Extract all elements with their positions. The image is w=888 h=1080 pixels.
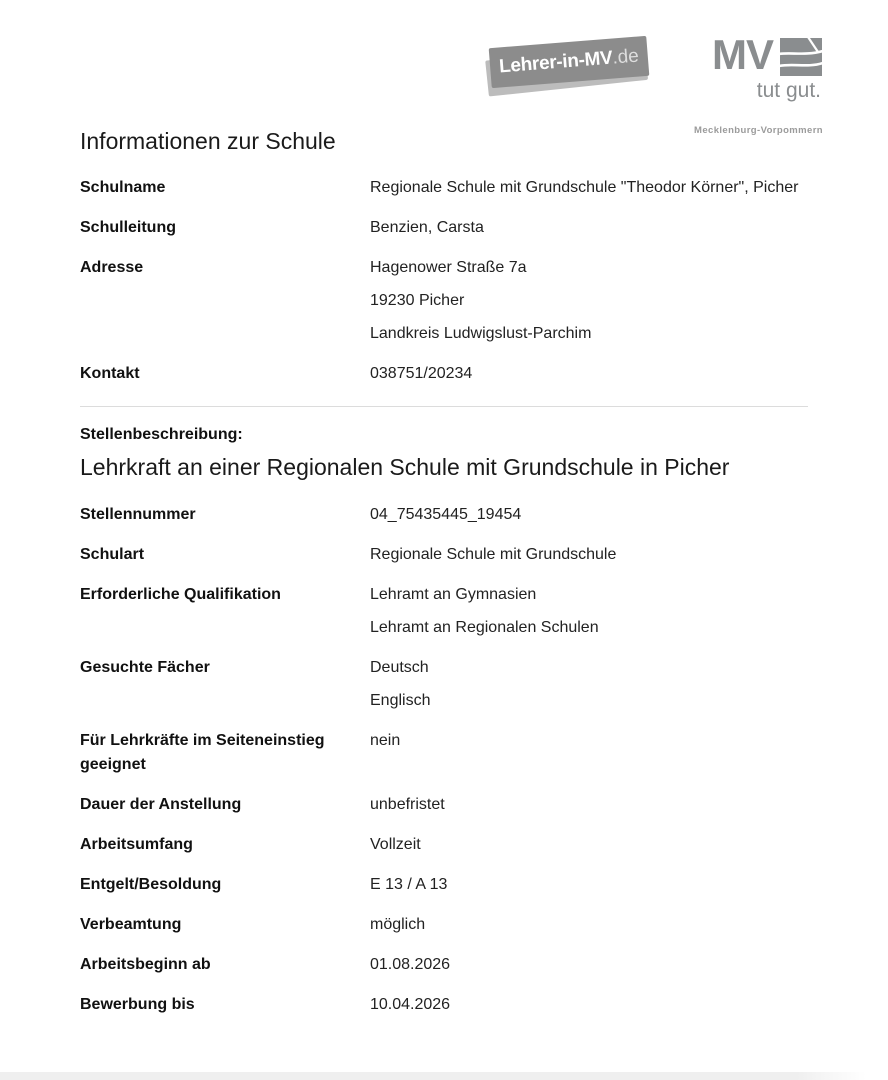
job-info-rows bbox=[80, 503, 808, 1017]
row-value: 038751/20234 bbox=[370, 365, 473, 382]
info-row bbox=[80, 729, 808, 777]
row-label: Entgelt/Besoldung bbox=[80, 876, 222, 893]
row-values bbox=[370, 873, 808, 897]
row-label: Erforderliche Qualifikation bbox=[80, 586, 281, 603]
job-title-heading: Lehrkraft an einer Regionalen Schule mit Grundschule in Picher bbox=[80, 454, 730, 480]
row-values bbox=[370, 833, 808, 857]
school-section-heading: Informationen zur Schule bbox=[80, 128, 336, 154]
row-value: Englisch bbox=[370, 692, 431, 709]
row-label: Dauer der Anstellung bbox=[80, 796, 242, 813]
row-value: Vollzeit bbox=[370, 836, 421, 853]
row-label: Für Lehrkräfte im Seiteneinstieg geeignet bbox=[80, 732, 325, 773]
row-values bbox=[370, 953, 808, 977]
row-value: Hagenower Straße 7a bbox=[370, 259, 527, 276]
page-footer-bar bbox=[0, 1072, 866, 1080]
info-row bbox=[80, 503, 808, 527]
mv-letters: MV bbox=[712, 31, 773, 78]
mv-tut-gut-logo bbox=[693, 31, 823, 136]
row-label: Schulleitung bbox=[80, 219, 176, 236]
mv-tagline: tut gut. bbox=[756, 79, 821, 102]
row-value: nein bbox=[370, 732, 401, 749]
row-value: Lehramt an Regionalen Schulen bbox=[370, 619, 599, 636]
row-label: Arbeitsbeginn ab bbox=[80, 956, 211, 973]
row-values bbox=[370, 216, 808, 240]
section-divider bbox=[80, 406, 808, 407]
mv-region-label: Mecklenburg-Vorpommern bbox=[694, 125, 823, 136]
row-label: Arbeitsumfang bbox=[80, 836, 193, 853]
info-row bbox=[80, 362, 808, 386]
row-values bbox=[370, 993, 808, 1017]
row-value: unbefristet bbox=[370, 796, 445, 813]
row-value: E 13 / A 13 bbox=[370, 876, 448, 893]
row-value: Landkreis Ludwigslust-Parchim bbox=[370, 325, 592, 342]
row-values bbox=[370, 176, 808, 200]
info-row bbox=[80, 993, 808, 1017]
row-value: Regionale Schule mit Grundschule "Theodor Körner", Picher bbox=[370, 179, 799, 196]
row-label: Kontakt bbox=[80, 365, 140, 382]
row-values bbox=[370, 583, 808, 640]
row-values bbox=[370, 913, 808, 937]
row-values bbox=[370, 793, 808, 817]
row-values bbox=[370, 656, 808, 713]
row-value: Deutsch bbox=[370, 659, 429, 676]
row-value: 10.04.2026 bbox=[370, 996, 451, 1013]
row-values bbox=[370, 362, 808, 386]
row-value: Lehramt an Gymnasien bbox=[370, 586, 537, 603]
row-value: möglich bbox=[370, 916, 426, 933]
info-row bbox=[80, 953, 808, 977]
job-section-kicker: Stellenbeschreibung: bbox=[80, 426, 243, 443]
info-row bbox=[80, 543, 808, 567]
row-values bbox=[370, 256, 808, 346]
info-row bbox=[80, 656, 808, 713]
info-row bbox=[80, 913, 808, 937]
info-row bbox=[80, 833, 808, 857]
info-row bbox=[80, 583, 808, 640]
row-label: Gesuchte Fächer bbox=[80, 659, 210, 676]
school-info-rows bbox=[80, 176, 808, 386]
row-value: Benzien, Carsta bbox=[370, 219, 484, 236]
info-row bbox=[80, 216, 808, 240]
row-label: Schulname bbox=[80, 179, 166, 196]
row-label: Adresse bbox=[80, 259, 144, 276]
badge-tld: .de bbox=[611, 45, 640, 69]
row-label: Bewerbung bis bbox=[80, 996, 195, 1013]
info-row bbox=[80, 256, 808, 346]
row-value: 04_75435445_19454 bbox=[370, 506, 522, 523]
row-values bbox=[370, 543, 808, 567]
row-values bbox=[370, 503, 808, 527]
row-value: 01.08.2026 bbox=[370, 956, 451, 973]
row-value: 19230 Picher bbox=[370, 292, 465, 309]
row-value: Regionale Schule mit Grundschule bbox=[370, 546, 617, 563]
info-row bbox=[80, 793, 808, 817]
row-label: Schulart bbox=[80, 546, 145, 563]
info-row bbox=[80, 873, 808, 897]
info-row bbox=[80, 176, 808, 200]
badge-text: Lehrer-in-MV bbox=[498, 47, 614, 78]
mv-flag-icon bbox=[779, 37, 823, 77]
row-values bbox=[370, 729, 808, 777]
row-label: Stellennummer bbox=[80, 506, 196, 523]
row-label: Verbeamtung bbox=[80, 916, 182, 933]
